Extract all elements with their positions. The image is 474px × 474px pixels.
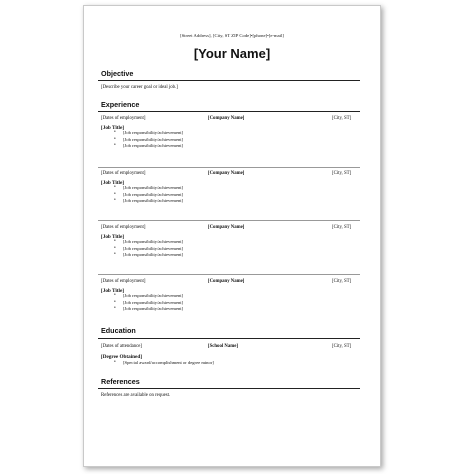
experience-rule xyxy=(98,111,360,112)
education-list xyxy=(114,360,214,367)
references-rule xyxy=(98,388,360,389)
job-responsibilities xyxy=(114,185,183,205)
job-responsibilities xyxy=(114,293,183,313)
job-city: [City, ST] xyxy=(332,279,352,284)
job-company: [Company Name] xyxy=(208,225,245,230)
references-heading: References xyxy=(101,377,140,386)
experience-heading: Experience xyxy=(101,100,140,109)
job-entry xyxy=(84,279,382,319)
job-dates: [Dates of employment] xyxy=(101,171,146,176)
objective-heading: Objective xyxy=(101,69,134,78)
contact-line: [Street Address], [City, ST ZIP Code]•[phone]•[e-mail] xyxy=(180,33,284,38)
list-item: • [Job responsibility/achievement] xyxy=(114,185,183,192)
job-divider xyxy=(98,220,360,221)
job-city: [City, ST] xyxy=(332,116,352,121)
list-item: • [Special award/accomplishment or degree minor] xyxy=(114,360,214,367)
job-responsibilities xyxy=(114,239,183,259)
list-item: • [Job responsibility/achievement] xyxy=(114,300,183,307)
job-company: [Company Name] xyxy=(208,171,245,176)
job-city: [City, ST] xyxy=(332,171,352,176)
objective-text: [Describe your career goal or ideal job.] xyxy=(101,85,178,90)
list-item: • [Job responsibility/achievement] xyxy=(114,137,183,144)
education-city: [City, ST] xyxy=(332,344,352,349)
list-item: • [Job responsibility/achievement] xyxy=(114,198,183,205)
objective-rule xyxy=(98,80,360,81)
name-title: [Your Name] xyxy=(193,46,271,61)
job-company: [Company Name] xyxy=(208,279,245,284)
resume-page xyxy=(83,5,381,467)
education-school: [School Name] xyxy=(208,344,238,349)
job-title: [Job Title] xyxy=(101,180,125,186)
education-heading: Education xyxy=(101,326,136,335)
list-item: • [Job responsibility/achievement] xyxy=(114,143,183,150)
list-item: • [Job responsibility/achievement] xyxy=(114,192,183,199)
list-item: • [Job responsibility/achievement] xyxy=(114,306,183,313)
list-item: • [Job responsibility/achievement] xyxy=(114,246,183,253)
job-title: [Job Title] xyxy=(101,234,125,240)
list-item: • [Job responsibility/achievement] xyxy=(114,239,183,246)
job-dates: [Dates of employment] xyxy=(101,225,146,230)
job-entry xyxy=(84,116,382,156)
job-entry xyxy=(84,225,382,265)
job-divider xyxy=(98,167,360,168)
references-text: References are available on request. xyxy=(101,393,171,398)
list-item: • [Job responsibility/achievement] xyxy=(114,293,183,300)
job-title: [Job Title] xyxy=(101,125,125,131)
education-rule xyxy=(98,338,360,339)
job-dates: [Dates of employment] xyxy=(101,279,146,284)
education-details xyxy=(84,352,382,364)
list-item: • [Job responsibility/achievement] xyxy=(114,130,183,137)
list-item: • [Job responsibility/achievement] xyxy=(114,252,183,259)
education-degree: [Degree Obtained] xyxy=(101,354,142,360)
job-entry xyxy=(84,171,382,211)
job-company: [Company Name] xyxy=(208,116,245,121)
job-title: [Job Title] xyxy=(101,288,125,294)
job-dates: [Dates of employment] xyxy=(101,116,146,121)
job-city: [City, ST] xyxy=(332,225,352,230)
job-responsibilities xyxy=(114,130,183,150)
job-divider xyxy=(98,274,360,275)
education-dates: [Dates of attendance] xyxy=(101,344,143,349)
